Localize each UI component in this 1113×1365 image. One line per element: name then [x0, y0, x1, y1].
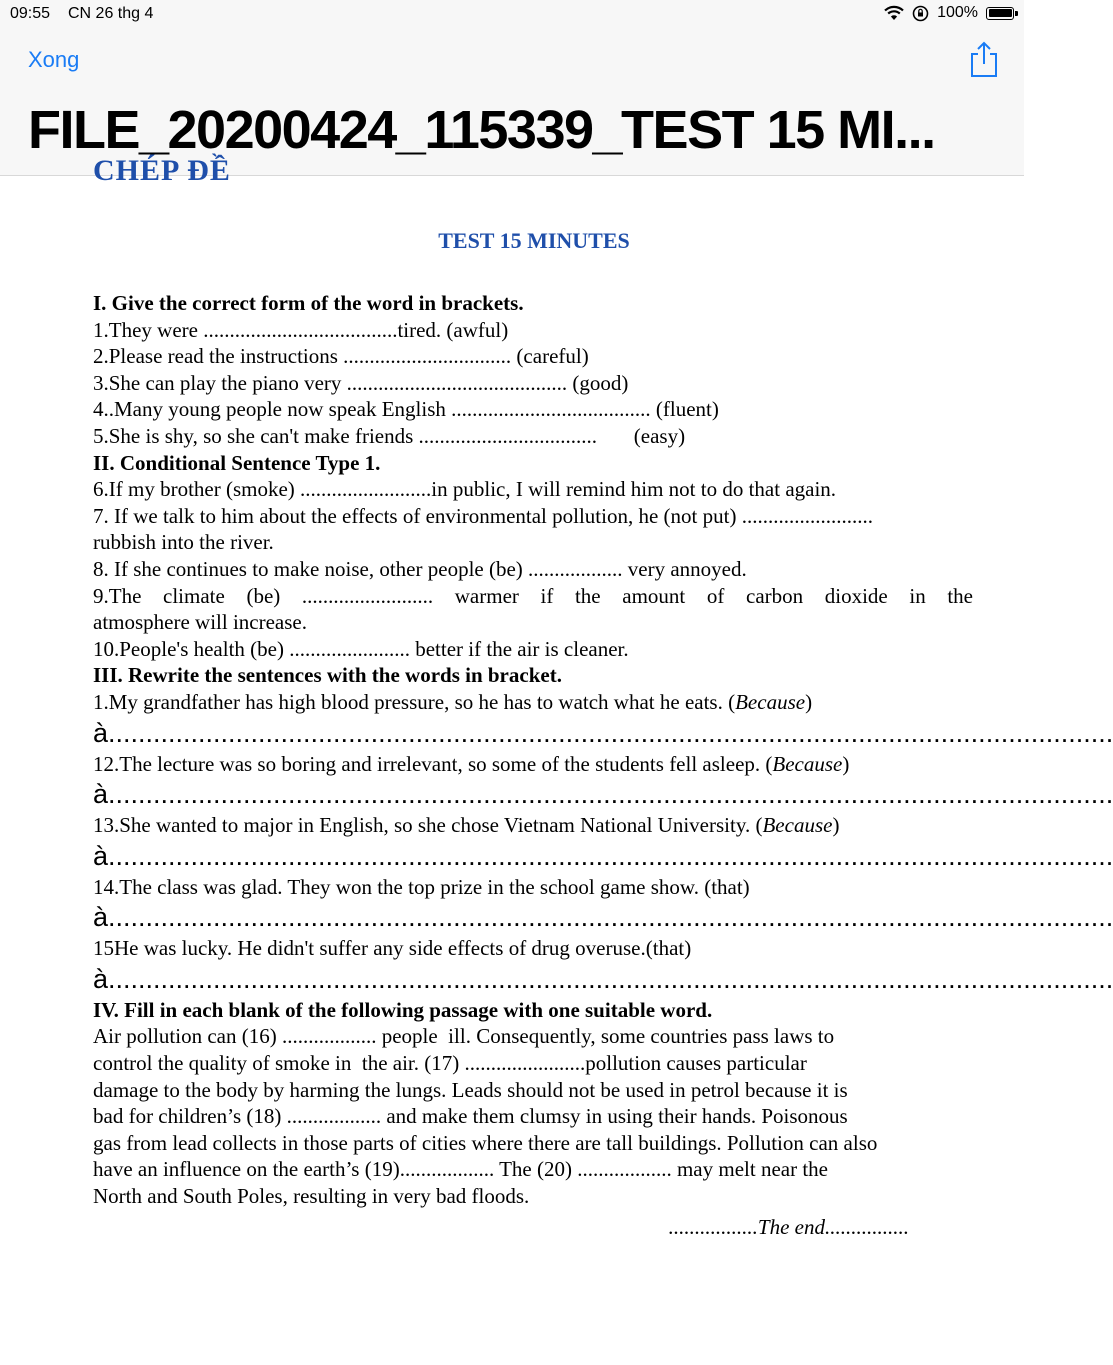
share-icon[interactable]	[968, 40, 1000, 78]
document-title: TEST 15 MINUTES	[438, 228, 630, 253]
passage-line: have an influence on the earth’s (19).................. The (20) .................. may melt near the	[93, 1157, 828, 1182]
document-viewer[interactable]	[0, 154, 1113, 1365]
exercise-item: 9.The climate (be) ......................... warmer if the amount of carbon dioxide in the	[93, 583, 973, 608]
rewrite-prompt: 12.The lecture was so boring and irrelevant, so some of the students fell asleep. (	[93, 751, 773, 776]
rewrite-prompt: 15He was lucky. He didn't suffer any side effects of drug overuse.(that)	[93, 936, 692, 961]
rewrite-hint: Because	[735, 689, 806, 714]
document-content	[93, 290, 1113, 1240]
exercise-item: 4..Many young people now speak English ...................................... (fluent)	[93, 397, 719, 422]
wifi-icon	[884, 5, 904, 21]
rewrite-prompt: 13.She wanted to major in English, so she chose Vietnam National University. (	[93, 813, 763, 838]
rewrite-item	[93, 935, 973, 962]
rewrite-prompt: 14.The class was glad. They won the top prize in the school game show. (that)	[93, 874, 750, 899]
exercise-item: 5.She is shy, so she can't make friends .................................. (easy)	[93, 423, 686, 448]
exercise-item-continued: rubbish into the river.	[93, 530, 274, 555]
exercise-item: 8. If she continues to make noise, other people (be) .................. very annoyed.	[93, 556, 747, 581]
passage-line: damage to the body by harming the lungs. Leads should not be used in petrol because it is	[93, 1077, 848, 1102]
exercise-item: 7. If we talk to him about the effects of environmental pollution, he (not put) .........................	[93, 503, 873, 528]
page-title: FILE_20200424_115339_TEST 15 MI...	[28, 100, 935, 160]
passage-line: control the quality of smoke in the air. (17) .......................pollution causes particular	[93, 1051, 807, 1076]
passage-line: gas from lead collects in those parts of cities where there are tall buildings. Pollution can also	[93, 1130, 878, 1155]
answer-line: à......................................................................................................................................	[93, 840, 1113, 871]
rewrite-prompt: 1.My grandfather has high blood pressure, so he has to watch what he eats. (	[93, 689, 736, 714]
section-heading: IV. Fill in each blank of the following passage with one suitable word.	[93, 997, 713, 1022]
answer-line: à......................................................................................................................................	[93, 963, 1113, 994]
passage-line: Air pollution can (16) .................. people ill. Consequently, some countries pass laws to	[93, 1024, 835, 1049]
status-time: 09:55	[10, 5, 51, 22]
section-heading: III. Rewrite the sentences with the words in bracket.	[93, 663, 562, 688]
exercise-item: 6.If my brother (smoke) .........................in public, I will remind him not to do that again.	[93, 477, 837, 502]
section-heading: II. Conditional Sentence Type 1.	[93, 450, 381, 475]
orientation-lock-icon	[912, 5, 929, 22]
end-marker: .................The end................	[668, 1214, 909, 1239]
rewrite-item	[93, 812, 973, 839]
rewrite-suffix: )	[842, 751, 850, 776]
exercise-item: 10.People's health (be) ....................... better if the air is cleaner.	[93, 636, 629, 661]
section-heading: I. Give the correct form of the word in brackets.	[93, 291, 524, 315]
answer-line: à......................................................................................................................................	[93, 717, 1113, 748]
status-bar	[0, 0, 1024, 30]
status-date: CN 26 thg 4	[68, 5, 154, 22]
rewrite-suffix: )	[832, 813, 840, 838]
rewrite-hint: Because	[762, 813, 833, 838]
exercise-item: 1.They were .....................................tired. (awful)	[93, 317, 509, 342]
answer-line: à......................................................................................................................................	[93, 902, 1113, 933]
answer-line: à......................................................................................................................................	[93, 779, 1113, 810]
done-button[interactable]: Xong	[28, 47, 80, 72]
rewrite-item	[93, 689, 973, 716]
exercise-item-continued: atmosphere will increase.	[93, 610, 307, 635]
document-clipped-header: CHÉP ĐỀ	[93, 154, 231, 187]
exercise-item: 3.She can play the piano very .......................................... (good)	[93, 370, 629, 395]
passage-line: North and South Poles, resulting in very bad floods.	[93, 1184, 530, 1209]
battery-percent: 100%	[937, 4, 978, 21]
rewrite-item	[93, 751, 973, 778]
status-right-group	[884, 4, 1014, 22]
rewrite-hint: Because	[772, 751, 843, 776]
rewrite-item	[93, 874, 973, 901]
rewrite-suffix: )	[805, 689, 813, 714]
exercise-item: 2.Please read the instructions ................................ (careful)	[93, 344, 589, 369]
battery-icon	[986, 7, 1014, 20]
passage-line: bad for children’s (18) .................. and make them clumsy in using their hands. Poisonous	[93, 1104, 848, 1129]
